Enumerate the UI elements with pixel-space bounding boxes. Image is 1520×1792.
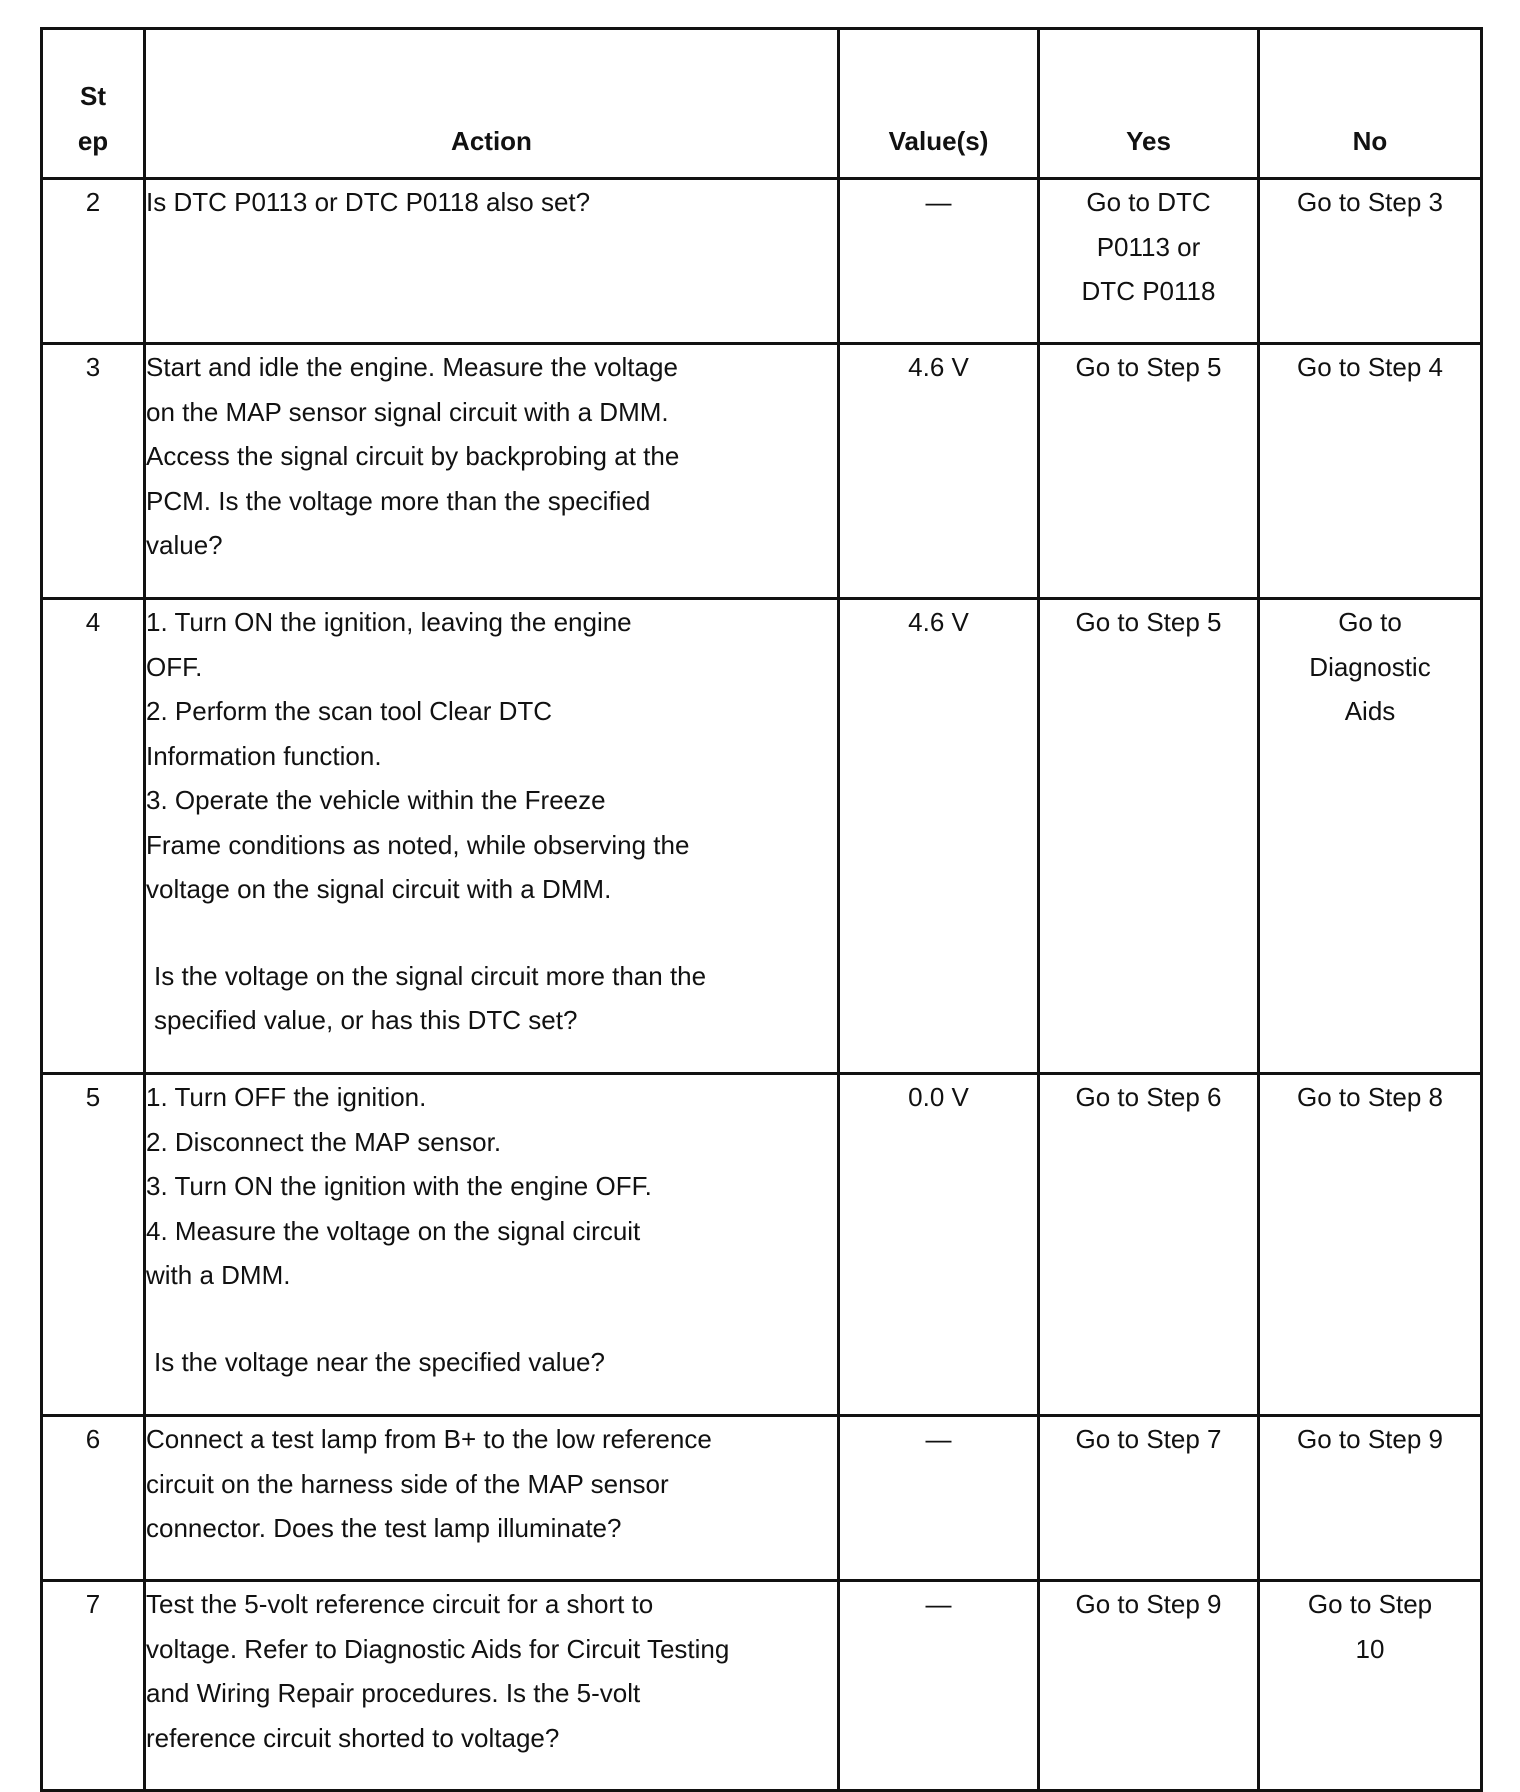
action-text: PCM. Is the voltage more than the specified (146, 485, 651, 516)
list-item: 1. Turn ON the ignition, leaving the engine (146, 607, 632, 637)
no-cell (1259, 179, 1482, 344)
yes-text: Go to DTC P0113 or DTC P0118 (1081, 187, 1216, 306)
value-cell: — (839, 179, 1039, 344)
list-item: 3. Turn ON the ignition with the engine OFF. (146, 1171, 652, 1201)
table-row (42, 179, 1482, 344)
table-row (42, 599, 1482, 1074)
yes-cell (1039, 599, 1259, 1074)
list-item: with a DMM. (146, 1260, 291, 1290)
action-text: connector. Does the test lamp illuminate? (146, 1513, 622, 1543)
action-text: Test the 5-volt reference circuit for a short to (146, 1589, 654, 1619)
list-item: 2. Disconnect the MAP sensor. (146, 1126, 502, 1157)
action-text: on the MAP sensor signal circuit with a DMM. (146, 396, 669, 427)
list-item: Information function. (146, 740, 382, 771)
no-text: Go to Step 3 (1297, 187, 1443, 217)
value-cell: 4.6 V (839, 344, 1039, 599)
yes-cell (1039, 1416, 1259, 1581)
table-row (42, 344, 1482, 599)
table-row (42, 1581, 1482, 1791)
action-text: Access the signal circuit by backprobing at the (146, 441, 680, 471)
action-steps-list (146, 600, 837, 912)
yes-cell (1039, 179, 1259, 344)
action-text: and Wiring Repair procedures. Is the 5-volt (146, 1678, 641, 1708)
yes-text: Go to Step 5 (1075, 607, 1222, 637)
list-item: OFF. (146, 651, 203, 682)
no-cell (1259, 1074, 1482, 1416)
action-text: voltage. Refer to Diagnostic Aids for Circuit Testing (146, 1633, 730, 1664)
step-number: 3 (42, 344, 145, 599)
table-row (42, 1416, 1482, 1581)
header-no: No (1259, 29, 1482, 179)
no-text: Go to Step 4 (1297, 352, 1443, 382)
step-number: 2 (42, 179, 145, 344)
yes-cell (1039, 1074, 1259, 1416)
action-cell (145, 1581, 839, 1791)
action-cell (145, 1074, 839, 1416)
action-text: Start and idle the engine. Measure the voltage (146, 352, 678, 382)
value-cell: 0.0 V (839, 1074, 1039, 1416)
action-cell (145, 344, 839, 599)
action-question: Is the voltage on the signal circuit more than the specified value, or has this DTC set? (154, 960, 707, 1035)
action-cell (145, 1416, 839, 1581)
action-cell (145, 599, 839, 1074)
list-item: Frame conditions as noted, while observing the (146, 829, 690, 860)
action-steps-list (146, 1075, 837, 1298)
list-item: 2. Perform the scan tool Clear DTC (146, 696, 553, 726)
action-question: Is the voltage near the specified value? (154, 1346, 605, 1377)
no-text: Go to Step 10 (1307, 1589, 1433, 1664)
diagnostic-table-container (40, 27, 1480, 1792)
yes-cell (1039, 344, 1259, 599)
header-row (42, 29, 1482, 179)
no-text: Go to Step 9 (1297, 1424, 1443, 1454)
action-cell (145, 179, 839, 344)
yes-text: Go to Step 9 (1075, 1589, 1222, 1619)
no-cell (1259, 1581, 1482, 1791)
action-text: reference circuit shorted to voltage? (146, 1722, 560, 1753)
yes-text: Go to Step 7 (1075, 1424, 1222, 1454)
step-number: 7 (42, 1581, 145, 1791)
table-row (42, 1074, 1482, 1416)
action-text: circuit on the harness side of the MAP sensor (146, 1468, 669, 1499)
list-item: voltage on the signal circuit with a DMM. (146, 874, 612, 904)
no-text: Go to Diagnostic Aids (1309, 607, 1431, 726)
yes-cell (1039, 1581, 1259, 1791)
action-text: Connect a test lamp from B+ to the low reference (146, 1424, 712, 1454)
list-item: 1. Turn OFF the ignition. (146, 1082, 427, 1112)
header-values: Value(s) (839, 29, 1039, 179)
step-number: 6 (42, 1416, 145, 1581)
action-text: value? (146, 530, 223, 560)
no-cell (1259, 1416, 1482, 1581)
diagnostic-table (40, 27, 1483, 1792)
value-cell: — (839, 1416, 1039, 1581)
header-action: Action (145, 29, 839, 179)
step-number: 5 (42, 1074, 145, 1416)
value-cell: 4.6 V (839, 599, 1039, 1074)
no-cell (1259, 344, 1482, 599)
no-text: Go to Step 8 (1297, 1082, 1443, 1112)
value-cell: — (839, 1581, 1039, 1791)
header-step: St ep (42, 29, 145, 179)
step-number: 4 (42, 599, 145, 1074)
yes-text: Go to Step 6 (1075, 1082, 1222, 1112)
list-item: 4. Measure the voltage on the signal circuit (146, 1215, 641, 1246)
header-yes: Yes (1039, 29, 1259, 179)
yes-text: Go to Step 5 (1075, 352, 1222, 382)
action-text: Is DTC P0113 or DTC P0118 also set? (146, 187, 591, 217)
list-item: 3. Operate the vehicle within the Freeze (146, 785, 606, 815)
no-cell (1259, 599, 1482, 1074)
